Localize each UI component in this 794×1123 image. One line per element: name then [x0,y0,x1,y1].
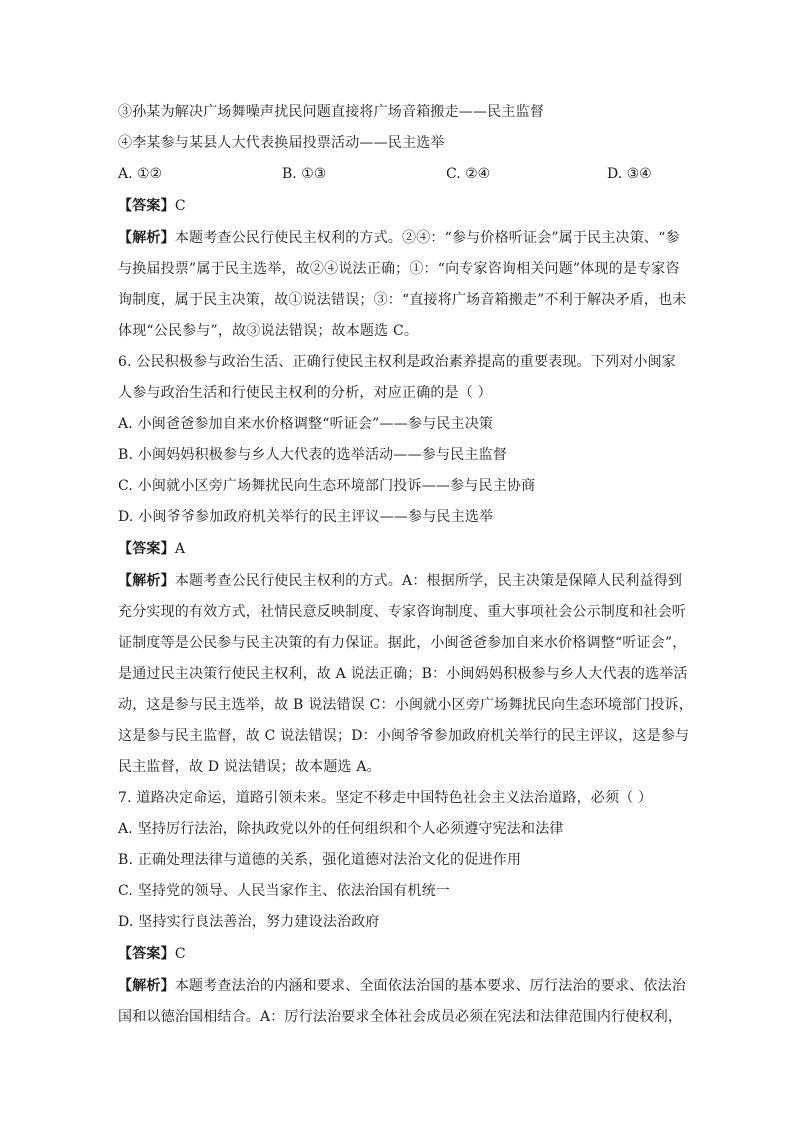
q5-analysis-line: 体现“公民参与”，故③说法错误；故本题选 C。 [118,323,419,339]
statement-4: ④李某参与某县人大代表换届投票活动——民主选举 [118,135,445,151]
q6-answer [118,539,185,559]
q5-option-b: B. ①③ [282,166,327,182]
q7-analysis-line [118,976,686,996]
analysis-text: 本题考查法治的内涵和要求、全面依法治国的基本要求、厉行法治的要求、依法治 [174,978,687,994]
q5-option-d: D. ③④ [607,166,652,182]
answer-tag: 【答案】 [118,946,175,962]
q6-stem-line: 人参与政治生活和行使民主权利的分析，对应正确的是（ ） [118,385,492,401]
q7-analysis-line: 国和以德治国相结合。A：厉行法治要求全体社会成员必须在宪法和法律范围内行使权利， [118,1009,683,1025]
q6-option-a: A. 小闽爸爸参加自来水价格调整“听证会”——参与民主决策 [118,416,494,432]
q5-analysis-line: 与换届投票”属于民主选举，故②④说法正确；①：“向专家咨询相关问题”体现的是专家咨 [118,261,680,277]
q6-analysis-line: 这是参与民主监督，故 C 说法错误；D：小闽爷爷参加政府机关举行的民主评议，这是参与 [118,728,690,744]
answer-tag: 【答案】 [118,541,175,557]
q6-option-b: B. 小闽妈妈积极参与乡人大代表的选举活动——参与民主监督 [118,447,507,463]
q7-option-a: A. 坚持厉行法治，除执政党以外的任何组织和个人必须遵守宪法和法律 [118,821,564,837]
answer-tag: 【答案】 [118,198,175,214]
analysis-tag: 【解析】 [118,573,175,589]
q5-analysis-line: 询制度，属于民主决策，故①说法错误；③：“直接将广场音箱搬走”不利于解决矛盾，也未 [118,292,687,308]
q5-answer [118,196,186,216]
analysis-tag: 【解析】 [118,230,175,246]
q5-option-a: A. ①② [118,166,163,182]
q6-analysis-line: 民主监督，故 D 说法错误；故本题选 A。 [118,759,381,775]
q6-analysis-line: 是通过民主决策行使民主权利，故 A 说法正确；B：小闽妈妈积极参与乡人大代表的选举活 [118,666,688,682]
analysis-text: 本题考查公民行使民主权利的方式。A：根据所学，民主决策是保障人民利益得到 [174,573,683,589]
answer-value: C [174,198,186,214]
statement-3: ③孙某为解决广场舞噪声扰民问题直接将广场音箱搬走——民主监督 [118,104,544,120]
analysis-text: 本题考查公民行使民主权利的方式。②④：“参与价格听证会”属于民主决策、“参 [174,230,680,246]
q6-option-d: D. 小闽爷爷参加政府机关举行的民主评议——参与民主选举 [118,509,494,525]
q6-analysis-line: 充分实现的有效方式，社情民意反映制度、专家咨询制度、重大事项社会公示制度和社会听 [118,604,686,620]
q7-option-b: B. 正确处理法律与道德的关系，强化道德对法治文化的促进作用 [118,852,522,868]
answer-value: A [174,541,186,557]
q6-analysis-line [118,571,682,591]
q7-stem: 7. 道路决定命运，道路引领未来。坚定不移走中国特色社会主义法治道路，必须（ ） [118,790,653,806]
q7-answer [118,944,186,964]
q5-option-c: C. ②④ [446,166,491,182]
analysis-tag: 【解析】 [118,978,175,994]
answer-value: C [174,946,186,962]
q6-stem-line: 6. 公民积极参与政治生活、正确行使民主权利是政治素养提高的重要表现。下列对小闽家 [118,354,677,370]
q6-analysis-line: 证制度等是公民参与民主决策的有力保证。据此，小闽爸爸参加自来水价格调整“听证会”， [118,635,687,651]
q7-option-d: D. 坚持实行良法善治，努力建设法治政府 [118,914,380,930]
q6-option-c: C. 小闽就小区旁广场舞扰民向生态环境部门投诉——参与民主协商 [118,478,536,494]
q5-analysis-line [118,228,680,248]
q6-analysis-line: 动，这是参与民主选举，故 B 说法错误 C：小闽就小区旁广场舞扰民向生态环境部门投诉， [118,697,693,713]
q7-option-c: C. 坚持党的领导、人民当家作主、依法治国有机统一 [118,883,451,899]
